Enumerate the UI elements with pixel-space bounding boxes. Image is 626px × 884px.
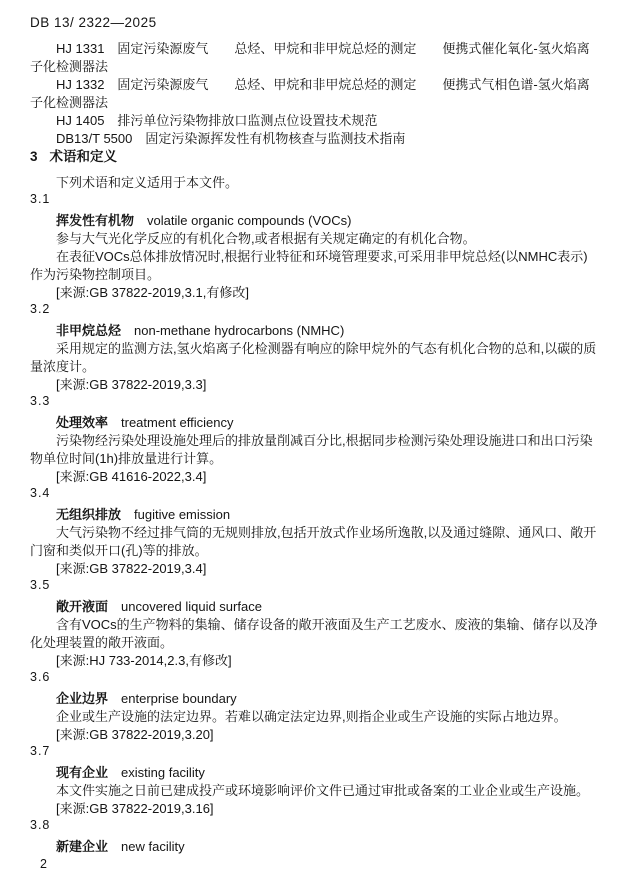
standard-number-header: DB 13/ 2322—2025 [30,15,157,30]
term-name-zh: 处理效率 [56,415,109,430]
normative-references-list [30,40,600,148]
term-source: [来源:HJ 733-2014,2.3,有修改] [56,653,232,668]
term-source: [来源:GB 41616-2022,3.4] [56,469,207,484]
section-number: 3 [30,149,38,164]
term-title [30,506,600,524]
term-definition: 参与大气光化学反应的有机化合物,或者根据有关规定确定的有机化合物。 [56,231,476,246]
term-title [30,414,600,432]
term-title [30,322,600,340]
term-name-en: volatile organic compounds (VOCs) [147,213,352,228]
term-name-en: fugitive emission [134,507,231,522]
term-name-zh: 挥发性有机物 [56,213,135,228]
section-heading [30,148,600,166]
term-entry [30,190,600,302]
terms-list [30,190,600,856]
term-definition: 在表征VOCs总体排放情况时,根据行业特征和环境管理要求,可采用非甲烷总烃(以NMHC表示)作为污染物控制项目。 [30,249,588,282]
term-name-zh: 企业边界 [56,691,109,706]
section-title: 术语和定义 [49,149,118,164]
term-entry [30,816,600,856]
term-name-zh: 现有企业 [56,765,109,780]
term-name-zh: 无组织排放 [56,507,122,522]
term-title [30,838,600,856]
term-entry [30,300,600,394]
term-number: 3.7 [30,744,51,758]
page-number: 2 [40,857,47,871]
term-entry [30,484,600,578]
term-entry [30,668,600,744]
reference-item: HJ 1331 固定污染源废气 总烃、甲烷和非甲烷总烃的测定 便携式催化氧化-氢火焰离子化检测器法 [30,41,590,74]
term-number: 3.5 [30,578,51,592]
term-definition: 大气污染物不经过排气筒的无规则排放,包括开放式作业场所逸散,以及通过缝隙、通风口、敞开门窗和类似开口(孔)等的排放。 [30,525,597,558]
reference-item: DB13/T 5500 固定污染源挥发性有机物核查与监测技术指南 [56,131,406,146]
term-name-en: enterprise boundary [121,691,237,706]
term-number: 3.3 [30,394,51,408]
term-source: [来源:GB 37822-2019,3.16] [56,801,214,816]
term-name-zh: 敞开液面 [56,599,109,614]
term-number: 3.1 [30,192,51,206]
term-name-zh: 新建企业 [56,839,109,854]
term-definition: 含有VOCs的生产物料的集输、储存设备的敞开液面及生产工艺废水、废液的集输、储存以及净化处理装置的敞开液面。 [30,617,598,650]
term-name-en: treatment efficiency [121,415,234,430]
term-name-zh: 非甲烷总烃 [56,323,122,338]
term-title [30,212,600,230]
term-title [30,598,600,616]
term-name-en: non-methane hydrocarbons (NMHC) [134,323,345,338]
reference-item: HJ 1332 固定污染源废气 总烃、甲烷和非甲烷总烃的测定 便携式气相色谱-氢火焰离子化检测器法 [30,77,590,110]
term-entry [30,576,600,670]
term-source: [来源:GB 37822-2019,3.20] [56,727,214,742]
reference-item: HJ 1405 排污单位污染物排放口监测点位设置技术规范 [56,113,378,128]
term-number: 3.2 [30,302,51,316]
section-intro: 下列术语和定义适用于本文件。 [56,175,239,190]
term-number: 3.8 [30,818,51,832]
term-source: [来源:GB 37822-2019,3.4] [56,561,207,576]
term-entry [30,392,600,486]
term-number: 3.6 [30,670,51,684]
term-entry [30,742,600,818]
term-number: 3.4 [30,486,51,500]
term-source: [来源:GB 37822-2019,3.3] [56,377,207,392]
term-source: [来源:GB 37822-2019,3.1,有修改] [56,285,249,300]
term-definition: 污染物经污染处理设施处理后的排放量削减百分比,根据同步检测污染处理设施进口和出口污染物单位时间(1h)排放量进行计算。 [30,433,593,466]
term-definition: 本文件实施之日前已建成投产或环境影响评价文件已通过审批或备案的工业企业或生产设施。 [56,783,590,798]
term-title [30,690,600,708]
term-name-en: existing facility [121,765,205,780]
term-name-en: new facility [121,839,185,854]
term-definition: 企业或生产设施的法定边界。若难以确定法定边界,则指企业或生产设施的实际占地边界。 [56,709,567,724]
term-definition: 采用规定的监测方法,氢火焰离子化检测器有响应的除甲烷外的气态有机化合物的总和,以碳的质量浓度计。 [30,341,597,374]
term-title [30,764,600,782]
term-name-en: uncovered liquid surface [121,599,262,614]
